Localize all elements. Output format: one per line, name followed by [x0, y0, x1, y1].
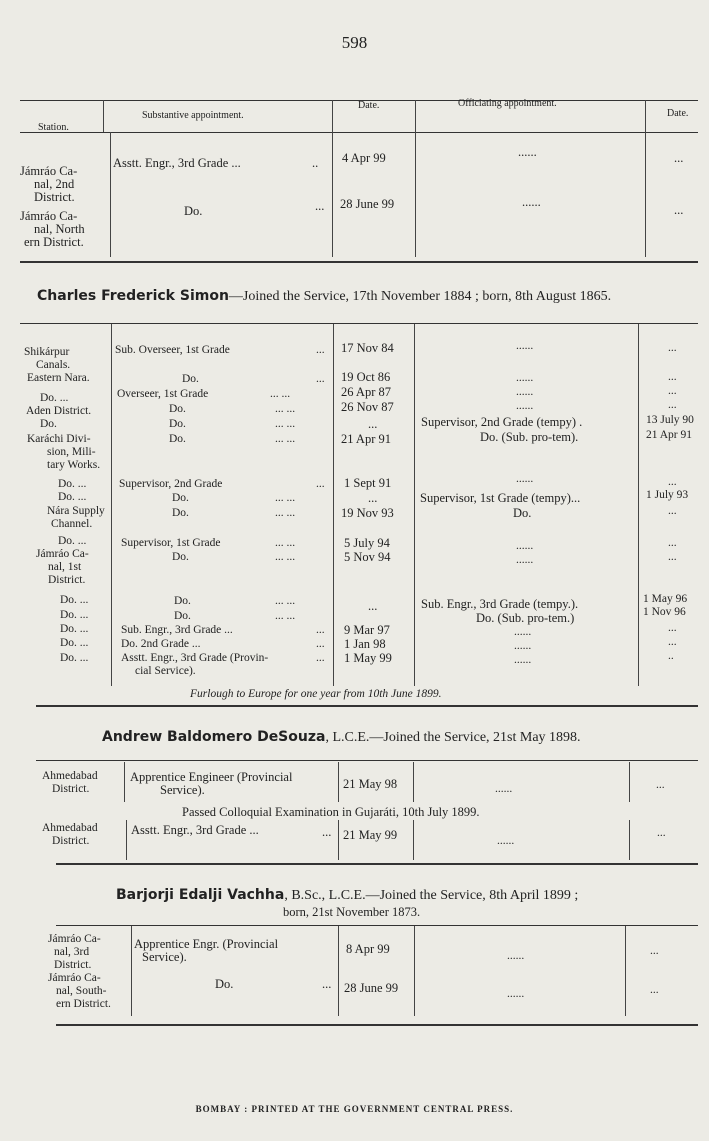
substantive-cell: Do.: [169, 418, 186, 430]
section-rule: [36, 705, 698, 707]
date2-cell: ...: [668, 622, 677, 634]
leader-dots: ... ...: [275, 610, 296, 622]
station-cell: Do. ...: [60, 652, 89, 664]
date2-cell: ...: [668, 342, 677, 354]
col-divider: [338, 762, 339, 802]
col-divider: [131, 926, 132, 1016]
substantive-cell: Do. 2nd Grade ...: [121, 638, 201, 650]
station-cell: Do. ...: [60, 637, 89, 649]
date2-cell: 1 May 96: [643, 593, 688, 605]
section-rule: [56, 1024, 698, 1026]
substantive-cell: Do.: [172, 492, 189, 504]
officiating-cell: ......: [516, 340, 534, 352]
date2-cell: 21 Apr 91: [646, 429, 692, 441]
date2-cell: 13 July 90: [646, 414, 694, 426]
station-cell: Do. ...: [40, 392, 69, 404]
officiating-cell: ......: [516, 372, 534, 384]
leader-dots: ... ...: [275, 403, 296, 415]
leader-dots: ... ...: [270, 388, 291, 400]
station-cell: Ahmedabad District.: [42, 770, 98, 795]
station-cell: Do. ...: [58, 535, 87, 547]
leader-dots: ... ...: [275, 507, 296, 519]
leader-dots: ...: [316, 373, 325, 385]
date-cell: 21 Apr 91: [341, 432, 391, 446]
substantive-cell: Supervisor, 1st Grade: [121, 537, 221, 549]
station-cell: Jámráo Ca- nal, South- ern District.: [48, 972, 111, 1010]
substantive-cell: Do.: [174, 610, 191, 622]
station-cell: Do. ...: [58, 491, 87, 503]
station-cell: Eastern Nara.: [27, 372, 90, 384]
date2-cell: ...: [656, 779, 665, 791]
date-cell: 5 July 94: [344, 536, 390, 550]
date-cell: ...: [368, 491, 378, 505]
person-heading: [37, 288, 611, 305]
col-divider: [103, 100, 104, 132]
section-rule: [56, 863, 698, 865]
leader-dots: ... ...: [275, 595, 296, 607]
section-note: Furlough to Europe for one year from 10th June 1899.: [190, 688, 442, 700]
person-details: , L.C.E.—Joined the Service, 21st May 1898.: [325, 730, 581, 745]
date2-cell: ...: [674, 151, 684, 165]
officiating-cell: ......: [516, 554, 534, 566]
col-divider: [414, 926, 415, 1016]
col-header-date: Date.: [358, 100, 380, 111]
officiating-cell: ......: [516, 386, 534, 398]
officiating-cell: Sub. Engr., 3rd Grade (tempy.).: [421, 597, 579, 611]
station-cell: Do. ...: [60, 623, 89, 635]
date2-cell: ...: [668, 551, 677, 563]
substantive-cell: Do.: [215, 977, 234, 991]
col-divider: [629, 762, 630, 802]
officiating-cell: Do. (Sub. pro-tem).: [480, 430, 579, 444]
substantive-cell: Do.: [174, 595, 191, 607]
printer-imprint: BOMBAY : PRINTED AT THE GOVERNMENT CENTRAL PRESS.: [195, 1104, 514, 1114]
person-heading: [116, 887, 578, 904]
table-rule: [36, 760, 698, 761]
leader-dots: ... ...: [275, 537, 296, 549]
date2-cell: ...: [668, 371, 677, 383]
col-divider: [414, 324, 415, 686]
col-divider: [333, 324, 334, 686]
leader-dots: ..: [312, 156, 319, 170]
officiating-cell: Supervisor, 1st Grade (tempy)...: [420, 491, 581, 505]
date2-cell: ...: [657, 827, 666, 839]
substantive-cell: Sub. Engr., 3rd Grade ...: [121, 624, 233, 636]
substantive-cell: Do.: [172, 507, 189, 519]
substantive-cell: Do.: [184, 204, 203, 218]
leader-dots: ... ...: [275, 433, 296, 445]
table-rule: [20, 323, 698, 324]
officiating-cell: ......: [522, 195, 541, 209]
substantive-cell: Do.: [172, 551, 189, 563]
col-divider: [638, 324, 639, 686]
date2-cell: 1 July 93: [646, 489, 689, 501]
officiating-cell: Supervisor, 2nd Grade (tempy) .: [421, 415, 583, 429]
date2-cell: ...: [668, 399, 677, 411]
col-divider: [124, 762, 125, 802]
officiating-cell: ......: [516, 400, 534, 412]
col-divider: [413, 762, 414, 802]
col-divider: [111, 324, 112, 686]
col-divider: [645, 132, 646, 257]
date2-cell: ...: [674, 203, 684, 217]
officiating-cell: ......: [497, 835, 515, 847]
col-divider: [126, 820, 127, 860]
col-divider: [629, 820, 630, 860]
col-divider: [110, 132, 111, 257]
date-cell: 26 Apr 87: [341, 385, 391, 399]
substantive-cell: Overseer, 1st Grade: [117, 388, 209, 400]
date2-cell: ...: [668, 385, 677, 397]
person-name: Charles Frederick Simon: [37, 288, 229, 304]
substantive-cell: Apprentice Engr. (Provincial Service).: [134, 937, 279, 964]
station-cell: Jámráo Ca- nal, 1st District.: [36, 548, 89, 586]
officiating-cell: Do.: [513, 506, 532, 520]
officiating-cell: ......: [518, 145, 537, 159]
date-cell: ...: [368, 599, 378, 613]
leader-dots: ...: [322, 977, 332, 991]
person-details: , B.Sc., L.C.E.—Joined the Service, 8th April 1899 ;: [284, 888, 579, 903]
station-cell: Do. ...: [60, 594, 89, 606]
header-rule: [20, 132, 698, 133]
station-cell: Jámráo Ca- nal, 3rd District.: [48, 933, 101, 971]
date-cell: 1 Sept 91: [344, 476, 392, 490]
substantive-cell: Sub. Overseer, 1st Grade: [115, 344, 230, 356]
leader-dots: ...: [316, 638, 325, 650]
col-header-date2: Date.: [667, 108, 689, 119]
substantive-cell: Do.: [169, 403, 186, 415]
leader-dots: ...: [316, 478, 325, 490]
col-divider: [338, 926, 339, 1016]
date-cell: 5 Nov 94: [344, 550, 391, 564]
col-divider: [413, 820, 414, 860]
date2-cell: ...: [668, 505, 677, 517]
substantive-cell: Supervisor, 2nd Grade: [119, 478, 223, 490]
station-cell: Jámráo Ca- nal, 2nd District.: [20, 164, 78, 204]
date-cell: 9 Mar 97: [344, 623, 390, 637]
date-cell: 1 Jan 98: [344, 637, 386, 651]
col-divider: [332, 132, 333, 257]
date2-cell: ..: [668, 650, 674, 662]
person-name: Barjorji Edalji Vachha: [116, 887, 285, 903]
leader-dots: ...: [316, 344, 325, 356]
date2-cell: ...: [650, 984, 659, 996]
substantive-cell: Asstt. Engr., 3rd Grade (Provin- cial Service).: [121, 652, 269, 677]
officiating-cell: ......: [514, 640, 532, 652]
col-divider: [625, 926, 626, 1016]
col-divider: [415, 100, 416, 132]
substantive-cell: Asstt. Engr., 3rd Grade ...: [131, 823, 259, 837]
station-cell: Karáchi Divi- sion, Mili- tary Works.: [27, 433, 101, 471]
date-cell: 17 Nov 84: [341, 341, 394, 355]
officiating-cell: ......: [495, 783, 513, 795]
station-cell: Ahmedabad District.: [42, 822, 98, 847]
leader-dots: ...: [322, 825, 332, 839]
person-details: —Joined the Service, 17th November 1884 ; born, 8th August 1865.: [228, 289, 612, 304]
date-cell: 8 Apr 99: [346, 942, 390, 956]
leader-dots: ...: [315, 199, 325, 213]
officiating-cell: ......: [507, 988, 525, 1000]
col-header-station: Station.: [38, 122, 69, 133]
col-divider: [645, 100, 646, 132]
station-cell: Aden District.: [26, 405, 92, 417]
leader-dots: ... ...: [275, 418, 296, 430]
page-number: 598: [341, 33, 368, 52]
person-name: Andrew Baldomero DeSouza: [102, 729, 326, 745]
col-divider: [332, 100, 333, 132]
date2-cell: 1 Nov 96: [643, 606, 686, 618]
date-cell: ...: [368, 417, 378, 431]
station-cell: Jámráo Ca- nal, North ern District.: [20, 209, 85, 249]
date-cell: 28 June 99: [340, 197, 395, 211]
date-cell: 28 June 99: [344, 981, 399, 995]
station-cell: Do.: [40, 418, 57, 430]
col-header-officiating: Officiating appointment.: [458, 98, 557, 109]
substantive-cell: Do.: [169, 433, 186, 445]
date-cell: 1 May 99: [344, 651, 392, 665]
date-cell: 21 May 98: [343, 777, 398, 791]
officiating-cell: ......: [507, 950, 525, 962]
person-details-line2: born, 21st November 1873.: [283, 905, 421, 919]
leader-dots: ...: [316, 652, 325, 664]
table-rule: [56, 925, 698, 926]
date2-cell: ...: [668, 636, 677, 648]
section-rule: [20, 261, 698, 263]
date2-cell: ...: [668, 476, 677, 488]
col-divider: [415, 132, 416, 257]
date-cell: 21 May 99: [343, 828, 398, 842]
leader-dots: ... ...: [275, 492, 296, 504]
substantive-cell: Asstt. Engr., 3rd Grade ...: [113, 156, 241, 170]
date2-cell: ...: [668, 537, 677, 549]
date-cell: 19 Nov 93: [341, 506, 394, 520]
officiating-cell: ......: [516, 473, 534, 485]
date-cell: 19 Oct 86: [341, 370, 391, 384]
officiating-cell: Do. (Sub. pro-tem.): [476, 611, 575, 625]
section-note: Passed Colloquial Examination in Gujaráti, 10th July 1899.: [182, 805, 480, 819]
leader-dots: ...: [316, 624, 325, 636]
date-cell: 4 Apr 99: [342, 151, 386, 165]
station-cell: Do. ...: [58, 478, 87, 490]
station-cell: Shikárpur Canals.: [24, 346, 71, 371]
officiating-cell: ......: [516, 540, 534, 552]
officiating-cell: ......: [514, 654, 532, 666]
col-divider: [338, 820, 339, 860]
date2-cell: ...: [650, 945, 659, 957]
officiating-cell: ......: [514, 626, 532, 638]
substantive-cell: Do.: [182, 373, 199, 385]
leader-dots: ... ...: [275, 551, 296, 563]
station-cell: Do. ...: [60, 609, 89, 621]
person-heading: [102, 729, 581, 746]
date-cell: 26 Nov 87: [341, 400, 394, 414]
col-header-substantive: Substantive appointment.: [142, 110, 244, 121]
station-cell: Nára Supply Channel.: [47, 505, 105, 530]
substantive-cell: Apprentice Engineer (Provincial Service).: [130, 770, 293, 797]
